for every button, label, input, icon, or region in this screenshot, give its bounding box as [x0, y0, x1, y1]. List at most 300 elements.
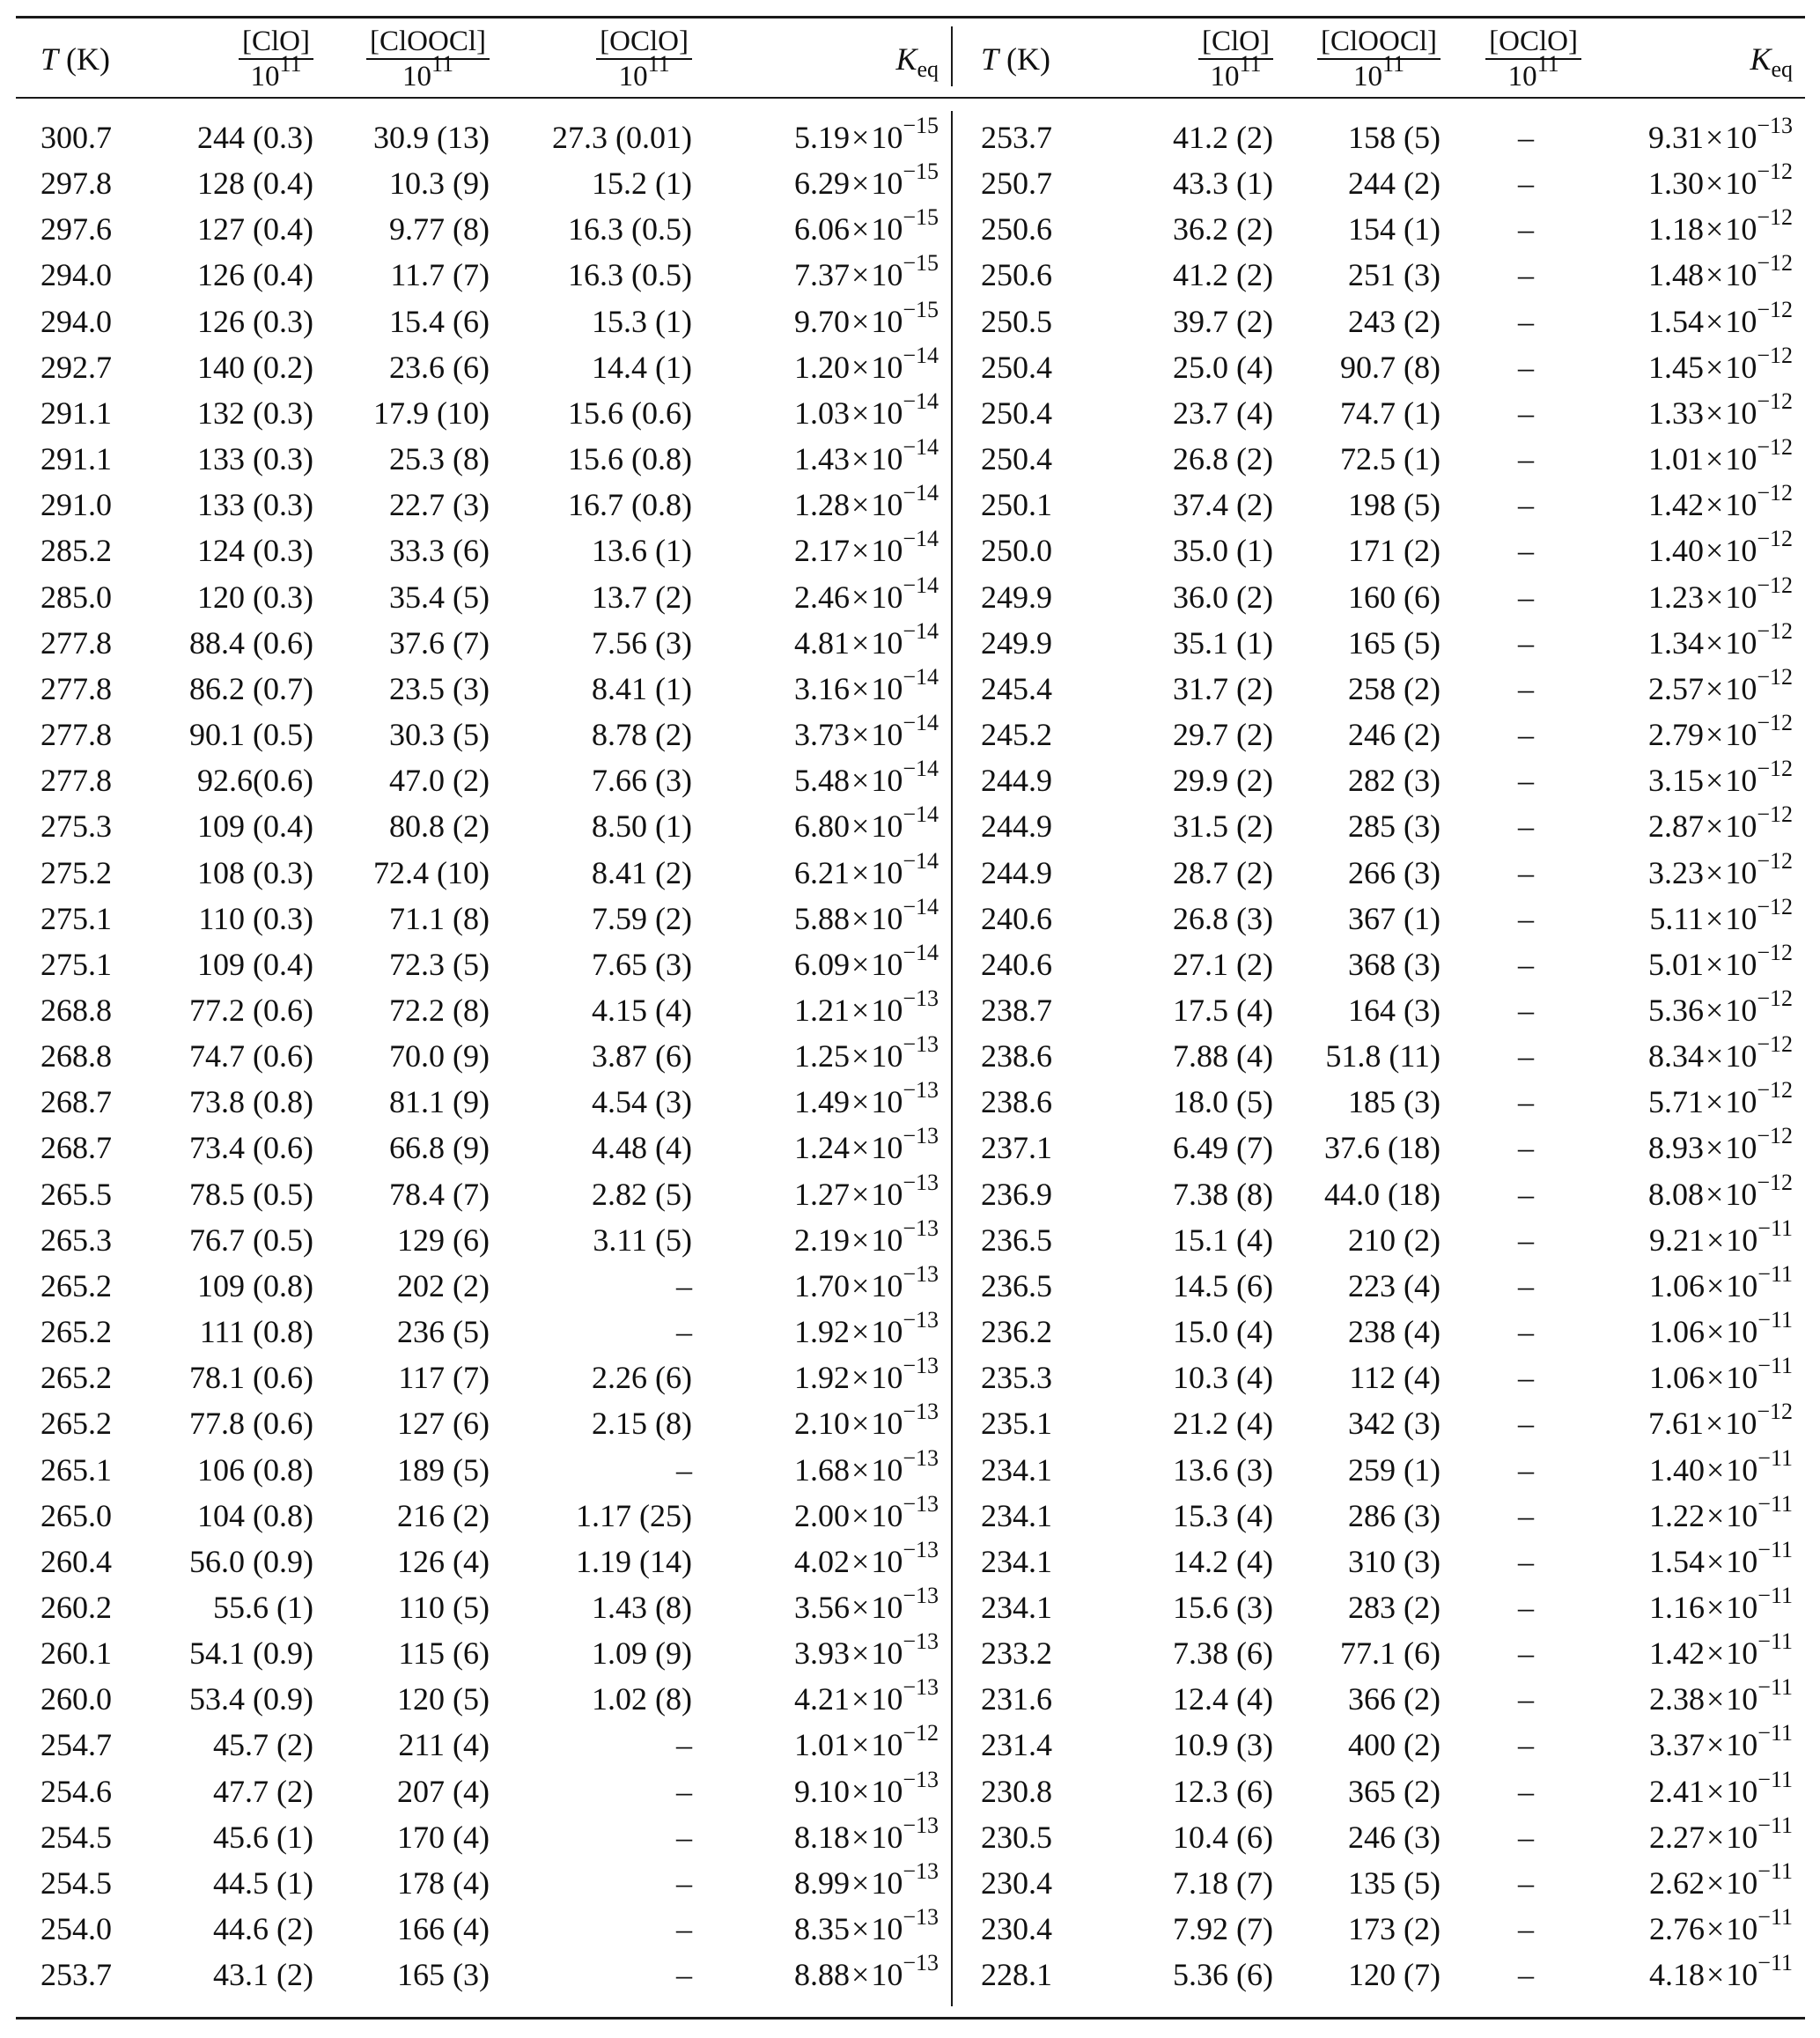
oclo-cell-left: 4.48 (4) [592, 1130, 692, 1166]
keq-mantissa: 9.31 [1648, 120, 1705, 155]
times-sign: × [1706, 1130, 1724, 1166]
temperature-cell-right: 249.9 [981, 579, 1052, 615]
keq-base: 10 [871, 717, 903, 753]
keq-exponent: −12 [1757, 159, 1793, 185]
keq-base: 10 [871, 1451, 903, 1488]
cloocl-cell-left: 165 (3) [397, 1957, 490, 1993]
header-clo-right: $\frac{\text{[ClO]}}{10^{11}}$ [1092, 21, 1286, 97]
keq-mantissa: 3.16 [794, 670, 851, 706]
keq-mantissa: 2.62 [1648, 1864, 1705, 1901]
keq-cell-right [1594, 1857, 1805, 1906]
clo-cell-left: 126 (0.4) [197, 257, 313, 293]
keq-cell-right [1594, 1171, 1805, 1217]
keq-cell-left [704, 663, 951, 712]
keq-exponent: −12 [903, 1720, 939, 1746]
equilibrium-table [16, 21, 1805, 1997]
oclo-cell-left: – [676, 1773, 692, 1809]
keq-exponent: −13 [903, 1444, 939, 1471]
keq-base: 10 [871, 900, 903, 936]
keq-cell-left [704, 1400, 951, 1446]
oclo-cell-left: – [676, 1267, 692, 1303]
oclo-cell-right: – [1518, 579, 1534, 615]
temperature-cell-left: 265.2 [41, 1406, 112, 1442]
table-row [16, 1584, 1805, 1630]
keq-cell-left [704, 1490, 951, 1539]
temperature-cell-left: 285.0 [41, 579, 112, 615]
oclo-cell-right: – [1518, 1590, 1534, 1625]
keq-base: 10 [871, 441, 903, 477]
keq-cell-right [1594, 482, 1805, 528]
keq-cell-left [704, 1444, 951, 1493]
oclo-cell-left: – [676, 1451, 692, 1488]
keq-mantissa: 1.01 [794, 1727, 851, 1763]
keq-base: 10 [871, 1084, 903, 1120]
temperature-cell-right: 234.1 [981, 1543, 1052, 1579]
times-sign: × [1706, 349, 1724, 385]
keq-mantissa: 1.42 [1648, 487, 1705, 523]
keq-exponent: −12 [1757, 250, 1793, 277]
temperature-cell-left: 277.8 [41, 763, 112, 799]
cloocl-cell-left: 72.4 (10) [373, 854, 490, 890]
keq-mantissa: 8.93 [1648, 1130, 1705, 1166]
keq-exponent: −11 [1757, 1904, 1793, 1931]
times-sign: × [1706, 1590, 1725, 1625]
oclo-cell-left: 1.19 (14) [576, 1543, 692, 1579]
cloocl-cell-right: 72.5 (1) [1340, 441, 1441, 477]
cloocl-cell-left: 202 (2) [397, 1267, 490, 1303]
oclo-cell-right: – [1518, 809, 1534, 845]
keq-cell-left [704, 757, 951, 803]
keq-base: 10 [1725, 809, 1757, 845]
table-row [16, 941, 1805, 987]
cloocl-cell-right: 310 (3) [1348, 1543, 1441, 1579]
keq-exponent: −13 [903, 1353, 939, 1379]
keq-exponent: −12 [1757, 1123, 1793, 1149]
keq-base: 10 [871, 1590, 903, 1625]
table-body [16, 114, 1805, 1997]
oclo-cell-left: 1.09 (9) [592, 1636, 692, 1672]
keq-base: 10 [871, 1543, 903, 1579]
keq-mantissa: 2.19 [794, 1222, 851, 1258]
keq-cell-right [1594, 1768, 1805, 1814]
keq-exponent: −13 [903, 1628, 939, 1655]
times-sign: × [1706, 1957, 1725, 1993]
keq-base: 10 [871, 395, 903, 431]
cloocl-cell-right: 400 (2) [1348, 1727, 1441, 1763]
oclo-cell-right: – [1518, 1911, 1534, 1947]
times-sign: × [1706, 395, 1724, 431]
keq-cell-left [704, 252, 951, 298]
keq-base: 10 [871, 257, 903, 293]
times-sign: × [851, 1222, 870, 1258]
keq-cell-left [704, 847, 951, 896]
cloocl-cell-right: 171 (2) [1348, 533, 1441, 569]
clo-cell-right: 27.1 (2) [1173, 946, 1273, 982]
keq-exponent: −14 [903, 526, 939, 552]
keq-mantissa: 4.18 [1648, 1957, 1705, 1993]
oclo-cell-left: 4.54 (3) [592, 1084, 692, 1120]
keq-exponent: −14 [903, 434, 939, 461]
temperature-cell-right: 231.4 [981, 1727, 1052, 1763]
clo-cell-left: 110 (0.3) [198, 900, 313, 936]
oclo-cell-left: 15.6 (0.6) [568, 395, 692, 431]
keq-mantissa: 1.54 [1648, 303, 1705, 339]
keq-cell-left [704, 1722, 951, 1768]
oclo-cell-left: 14.4 (1) [592, 349, 692, 385]
keq-cell-left [704, 1630, 951, 1676]
times-sign: × [851, 1681, 870, 1717]
clo-cell-right: 31.7 (2) [1173, 670, 1273, 706]
oclo-cell-left: 8.41 (1) [592, 670, 692, 706]
clo-cell-right: 10.3 (4) [1173, 1360, 1273, 1396]
keq-base: 10 [1725, 992, 1757, 1028]
temperature-cell-left: 275.3 [41, 809, 112, 845]
keq-base: 10 [871, 211, 903, 247]
temperature-cell-right: 238.6 [981, 1084, 1052, 1120]
keq-cell-left [704, 1906, 951, 1952]
temperature-cell-right: 234.1 [981, 1451, 1052, 1488]
temperature-cell-left: 260.2 [41, 1590, 112, 1625]
clo-cell-right: 26.8 (2) [1173, 441, 1273, 477]
times-sign: × [851, 809, 870, 845]
oclo-cell-right: – [1518, 1636, 1534, 1672]
temperature-cell-left: 268.8 [41, 1038, 112, 1074]
cloocl-cell-left: 37.6 (7) [389, 624, 490, 661]
keq-mantissa: 7.37 [794, 257, 851, 293]
temperature-cell-left: 265.2 [41, 1360, 112, 1396]
table-row [16, 1171, 1805, 1217]
keq-base: 10 [871, 1864, 903, 1901]
oclo-cell-left: – [676, 1911, 692, 1947]
temperature-cell-left: 277.8 [41, 624, 112, 661]
cloocl-cell-right: 367 (1) [1348, 900, 1441, 936]
keq-cell-left [704, 296, 951, 344]
temperature-cell-right: 234.1 [981, 1497, 1052, 1533]
temperature-cell-left: 291.1 [41, 441, 112, 477]
clo-cell-left: 45.7 (2) [213, 1727, 313, 1763]
keq-exponent: −11 [1757, 1490, 1793, 1517]
times-sign: × [1706, 441, 1724, 477]
times-sign: × [851, 1819, 870, 1855]
clo-cell-right: 35.1 (1) [1173, 624, 1273, 661]
keq-cell-right [1594, 1033, 1805, 1079]
temperature-cell-left: 275.1 [41, 946, 112, 982]
times-sign: × [851, 1497, 870, 1533]
keq-base: 10 [1725, 1130, 1757, 1166]
keq-cell-left [704, 1355, 951, 1400]
keq-cell-right [1594, 893, 1805, 941]
keq-exponent: −13 [903, 1766, 939, 1792]
table-row [16, 482, 1805, 528]
keq-cell-right [1594, 436, 1805, 482]
table-row [16, 1676, 1805, 1722]
clo-cell-left: 133 (0.3) [197, 441, 313, 477]
keq-base: 10 [1725, 900, 1757, 936]
table-row [16, 528, 1805, 573]
clo-cell-right: 15.6 (3) [1173, 1590, 1273, 1625]
temperature-cell-left: 260.0 [41, 1681, 112, 1717]
header-keq-right: $K_{eq}$ [1750, 41, 1793, 83]
clo-cell-left: 124 (0.3) [197, 533, 313, 569]
clo-cell-left: 111 (0.8) [199, 1314, 313, 1350]
cloocl-cell-left: 115 (6) [398, 1636, 490, 1672]
oclo-cell-left: – [676, 1864, 692, 1901]
oclo-cell-right: – [1518, 533, 1534, 569]
table-row [16, 160, 1805, 206]
keq-cell-right [1594, 1444, 1805, 1493]
keq-mantissa: 5.48 [794, 763, 851, 799]
keq-exponent: −14 [903, 617, 939, 644]
oclo-cell-right: – [1518, 1406, 1534, 1442]
keq-mantissa: 5.01 [1648, 946, 1705, 982]
keq-base: 10 [1726, 1727, 1758, 1763]
temperature-cell-right: 231.6 [981, 1681, 1052, 1717]
table-row [16, 114, 1805, 160]
cloocl-cell-left: 189 (5) [397, 1451, 490, 1488]
oclo-cell-left: 1.02 (8) [592, 1681, 692, 1717]
keq-base: 10 [871, 533, 903, 569]
bottom-rule [16, 2017, 1805, 2020]
table-row [16, 1447, 1805, 1493]
clo-cell-right: 15.3 (4) [1173, 1497, 1273, 1533]
keq-exponent: −12 [1757, 847, 1793, 874]
keq-exponent: −12 [1757, 617, 1793, 644]
keq-exponent: −11 [1757, 1215, 1793, 1241]
keq-cell-left [704, 528, 951, 573]
cloocl-cell-left: 110 (5) [398, 1590, 490, 1625]
keq-exponent: −12 [1757, 939, 1793, 965]
keq-base: 10 [871, 1636, 903, 1672]
cloocl-cell-right: 258 (2) [1348, 670, 1441, 706]
clo-cell-right: 29.9 (2) [1173, 763, 1273, 799]
times-sign: × [1706, 1451, 1725, 1488]
clo-cell-left: 77.8 (0.6) [189, 1406, 313, 1442]
temperature-cell-right: 230.4 [981, 1911, 1052, 1947]
keq-mantissa: 4.02 [794, 1543, 851, 1579]
keq-cell-left [704, 1536, 951, 1584]
table-row [16, 666, 1805, 712]
oclo-cell-right: – [1518, 1360, 1534, 1396]
keq-base: 10 [1725, 1084, 1757, 1120]
header-clo-left: $\frac{\text{[ClO]}}{10^{11}}$ [114, 21, 326, 97]
table-row [16, 1768, 1805, 1814]
oclo-cell-left: 1.43 (8) [592, 1590, 692, 1625]
keq-cell-left [704, 1171, 951, 1217]
keq-mantissa: 3.73 [794, 717, 851, 753]
oclo-cell-right: – [1518, 1543, 1534, 1579]
header-temperature-right: T (K) [981, 41, 1051, 77]
keq-mantissa: 5.88 [794, 900, 851, 936]
table-row [16, 1630, 1805, 1676]
oclo-cell-left: 27.3 (0.01) [552, 120, 692, 155]
keq-mantissa: 3.93 [794, 1636, 851, 1672]
times-sign: × [1706, 1497, 1725, 1533]
times-sign: × [1706, 211, 1724, 247]
table-row [16, 803, 1805, 849]
keq-cell-left [704, 482, 951, 528]
keq-base: 10 [871, 1819, 903, 1855]
keq-mantissa: 9.21 [1648, 1222, 1705, 1258]
temperature-cell-right: 236.2 [981, 1314, 1052, 1350]
temperature-cell-left: 265.0 [41, 1497, 112, 1533]
keq-mantissa: 3.56 [794, 1590, 851, 1625]
clo-cell-right: 29.7 (2) [1173, 717, 1273, 753]
keq-cell-left [704, 987, 951, 1033]
keq-mantissa: 1.22 [1648, 1497, 1705, 1533]
cloocl-cell-left: 33.3 (6) [389, 533, 490, 569]
clo-cell-left: 77.2 (0.6) [189, 992, 313, 1028]
keq-mantissa: 2.79 [1648, 717, 1705, 753]
oclo-cell-right: – [1518, 1727, 1534, 1763]
keq-base: 10 [1725, 166, 1757, 202]
table-row [16, 1722, 1805, 1768]
cloocl-cell-right: 366 (2) [1348, 1681, 1441, 1717]
times-sign: × [1706, 1176, 1724, 1212]
clo-cell-left: 45.6 (1) [213, 1819, 313, 1855]
keq-cell-left [704, 1217, 951, 1263]
oclo-cell-left: 2.26 (6) [592, 1360, 692, 1396]
cloocl-cell-right: 342 (3) [1348, 1406, 1441, 1442]
oclo-cell-right: – [1518, 670, 1534, 706]
keq-mantissa: 1.68 [794, 1451, 851, 1488]
keq-mantissa: 4.81 [794, 624, 851, 661]
clo-cell-left: 90.1 (0.5) [189, 717, 313, 753]
clo-cell-right: 13.6 (3) [1173, 1451, 1273, 1488]
oclo-cell-right: – [1518, 211, 1534, 247]
temperature-cell-left: 265.2 [41, 1267, 112, 1303]
table-row [16, 299, 1805, 344]
keq-exponent: −13 [903, 1490, 939, 1517]
keq-cell-left [704, 1857, 951, 1906]
times-sign: × [851, 1773, 870, 1809]
cloocl-cell-right: 158 (5) [1348, 120, 1441, 155]
keq-base: 10 [871, 487, 903, 523]
cloocl-cell-left: 78.4 (7) [389, 1176, 490, 1212]
temperature-cell-right: 250.4 [981, 441, 1052, 477]
times-sign: × [851, 670, 870, 706]
table-header [16, 21, 1805, 114]
keq-exponent: −11 [1757, 1950, 1793, 1976]
keq-base: 10 [1726, 1911, 1758, 1947]
keq-base: 10 [1725, 1038, 1757, 1074]
keq-cell-left [704, 1676, 951, 1722]
temperature-cell-left: 265.3 [41, 1222, 112, 1258]
clo-cell-right: 36.2 (2) [1173, 211, 1273, 247]
keq-exponent: −14 [903, 572, 939, 598]
times-sign: × [1706, 1636, 1725, 1672]
temperature-cell-right: 236.5 [981, 1222, 1052, 1258]
keq-cell-left [704, 1125, 951, 1170]
keq-exponent: −12 [1757, 388, 1793, 414]
keq-exponent: −13 [903, 1674, 939, 1701]
clo-cell-left: 128 (0.4) [197, 166, 313, 202]
keq-base: 10 [871, 1957, 903, 1993]
keq-base: 10 [1725, 395, 1757, 431]
cloocl-cell-left: 80.8 (2) [389, 809, 490, 845]
oclo-cell-right: – [1518, 624, 1534, 661]
keq-mantissa: 1.40 [1648, 533, 1705, 569]
temperature-cell-left: 292.7 [41, 349, 112, 385]
cloocl-cell-left: 126 (4) [397, 1543, 490, 1579]
clo-cell-right: 12.3 (6) [1173, 1773, 1273, 1809]
keq-cell-left [704, 206, 951, 252]
keq-exponent: −12 [1757, 572, 1793, 598]
cloocl-cell-left: 127 (6) [397, 1406, 490, 1442]
times-sign: × [851, 1727, 870, 1763]
keq-mantissa: 1.42 [1648, 1636, 1705, 1672]
keq-cell-left [704, 114, 951, 160]
cloocl-cell-right: 173 (2) [1348, 1911, 1441, 1947]
times-sign: × [1706, 1681, 1725, 1717]
clo-cell-right: 25.0 (4) [1173, 349, 1273, 385]
clo-cell-left: 109 (0.8) [197, 1267, 313, 1303]
keq-cell-right [1594, 1490, 1805, 1539]
table-row [16, 896, 1805, 941]
times-sign: × [851, 1911, 870, 1947]
cloocl-cell-right: 223 (4) [1348, 1267, 1441, 1303]
table-row [16, 712, 1805, 757]
keq-mantissa: 2.57 [1648, 670, 1705, 706]
times-sign: × [851, 303, 870, 339]
table-row [16, 574, 1805, 620]
temperature-cell-left: 260.4 [41, 1543, 112, 1579]
keq-mantissa: 1.06 [1648, 1314, 1705, 1350]
oclo-cell-right: – [1518, 763, 1534, 799]
temperature-cell-right: 236.5 [981, 1267, 1052, 1303]
keq-exponent: −12 [1757, 296, 1793, 322]
temperature-cell-left: 268.7 [41, 1084, 112, 1120]
cloocl-cell-right: 44.0 (18) [1324, 1176, 1441, 1212]
table-row [16, 1952, 1805, 1997]
clo-cell-right: 26.8 (3) [1173, 900, 1273, 936]
table-row [16, 1033, 1805, 1079]
times-sign: × [851, 900, 870, 936]
clo-cell-right: 14.5 (6) [1173, 1267, 1273, 1303]
table-row [16, 1125, 1805, 1170]
times-sign: × [1706, 992, 1724, 1028]
temperature-cell-right: 230.8 [981, 1773, 1052, 1809]
cloocl-cell-left: 72.2 (8) [389, 992, 490, 1028]
cloocl-cell-left: 25.3 (8) [389, 441, 490, 477]
cloocl-cell-left: 178 (4) [397, 1864, 490, 1901]
keq-base: 10 [1725, 441, 1757, 477]
header-row [16, 21, 1805, 97]
times-sign: × [851, 763, 870, 799]
keq-base: 10 [871, 763, 903, 799]
clo-cell-left: 140 (0.2) [197, 349, 313, 385]
keq-mantissa: 6.06 [794, 211, 851, 247]
keq-cell-right [1594, 617, 1805, 666]
times-sign: × [1706, 1314, 1725, 1350]
cloocl-cell-left: 35.4 (5) [389, 579, 490, 615]
times-sign: × [851, 1543, 870, 1579]
cloocl-cell-left: 17.9 (10) [373, 395, 490, 431]
keq-cell-right [1594, 1722, 1805, 1768]
keq-mantissa: 1.20 [794, 349, 851, 385]
keq-mantissa: 3.37 [1648, 1727, 1705, 1763]
table-row [16, 1217, 1805, 1263]
keq-exponent: −14 [903, 480, 939, 506]
clo-cell-left: 53.4 (0.9) [189, 1681, 313, 1717]
keq-base: 10 [1726, 1451, 1758, 1488]
keq-base: 10 [871, 854, 903, 890]
keq-exponent: −14 [903, 939, 939, 965]
oclo-cell-right: – [1518, 1957, 1534, 1993]
keq-cell-right [1594, 390, 1805, 436]
cloocl-cell-right: 246 (2) [1348, 717, 1441, 753]
temperature-cell-right: 250.5 [981, 303, 1052, 339]
clo-cell-right: 10.9 (3) [1173, 1727, 1273, 1763]
